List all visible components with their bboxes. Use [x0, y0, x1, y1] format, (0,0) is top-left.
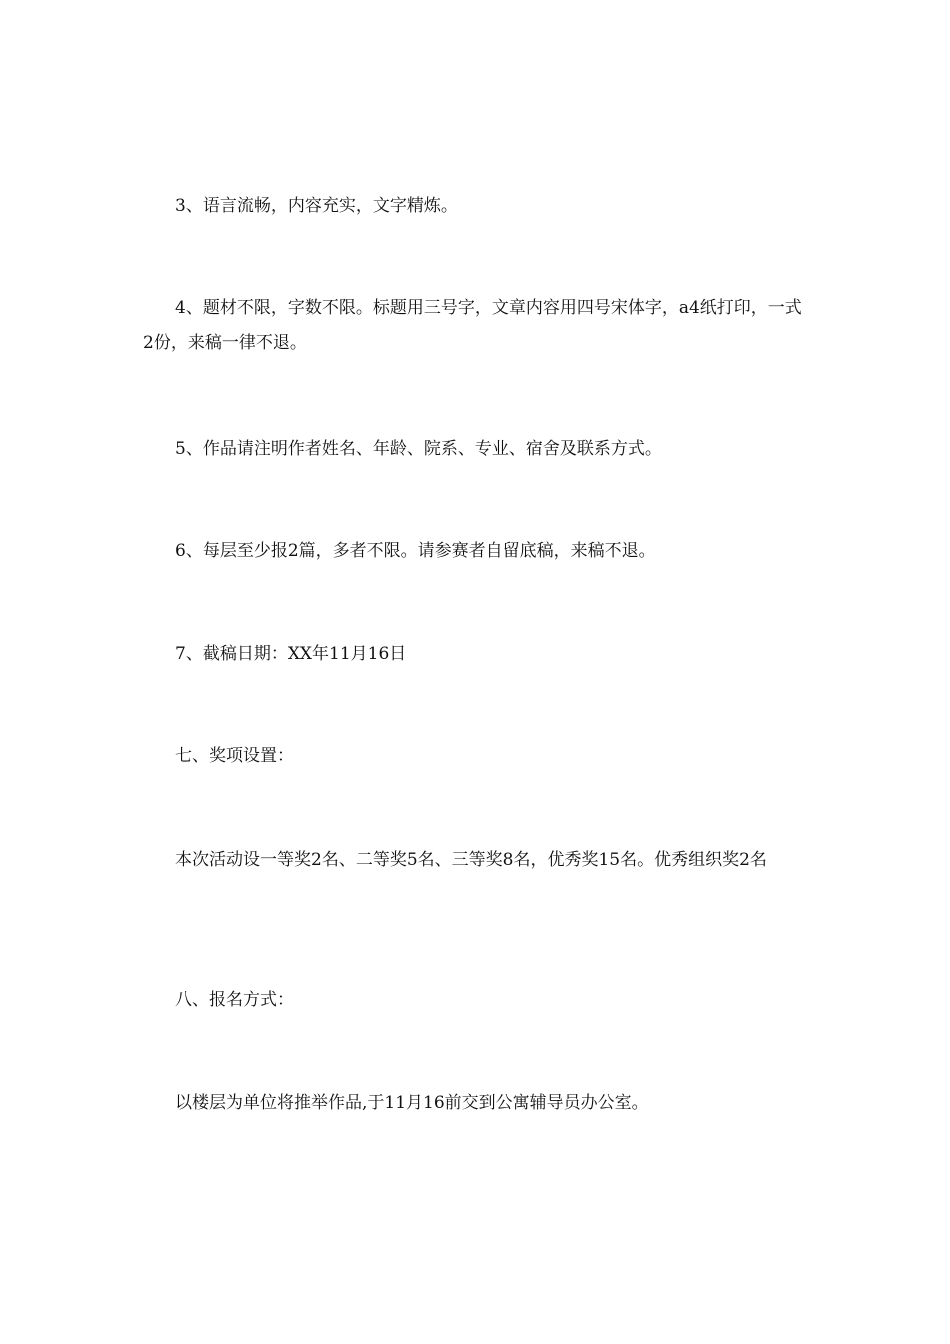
requirement-4: 4、题材不限，字数不限。标题用三号字，文章内容用四号宋体字，a4纸打印，一式2份，来稿一律不退。 — [143, 298, 802, 353]
section-heading-awards: 七、奖项设置： — [175, 746, 294, 766]
requirement-5: 5、作品请注明作者姓名、年龄、院系、专业、宿舍及联系方式。 — [175, 439, 662, 459]
requirement-6: 6、每层至少报2篇，多者不限。请参赛者自留底稿，来稿不退。 — [175, 541, 656, 561]
section-heading-registration: 八、报名方式： — [175, 990, 294, 1010]
awards-description: 本次活动设一等奖2名、二等奖5名、三等奖8名，优秀奖15名。优秀组织奖2名 — [175, 850, 767, 870]
requirement-3: 3、语言流畅，内容充实，文字精炼。 — [175, 196, 458, 216]
requirement-7-deadline: 7、截稿日期：XX年11月16日 — [175, 644, 407, 664]
registration-description: 以楼层为单位将推举作品,于11月16前交到公寓辅导员办公室。 — [175, 1093, 649, 1113]
